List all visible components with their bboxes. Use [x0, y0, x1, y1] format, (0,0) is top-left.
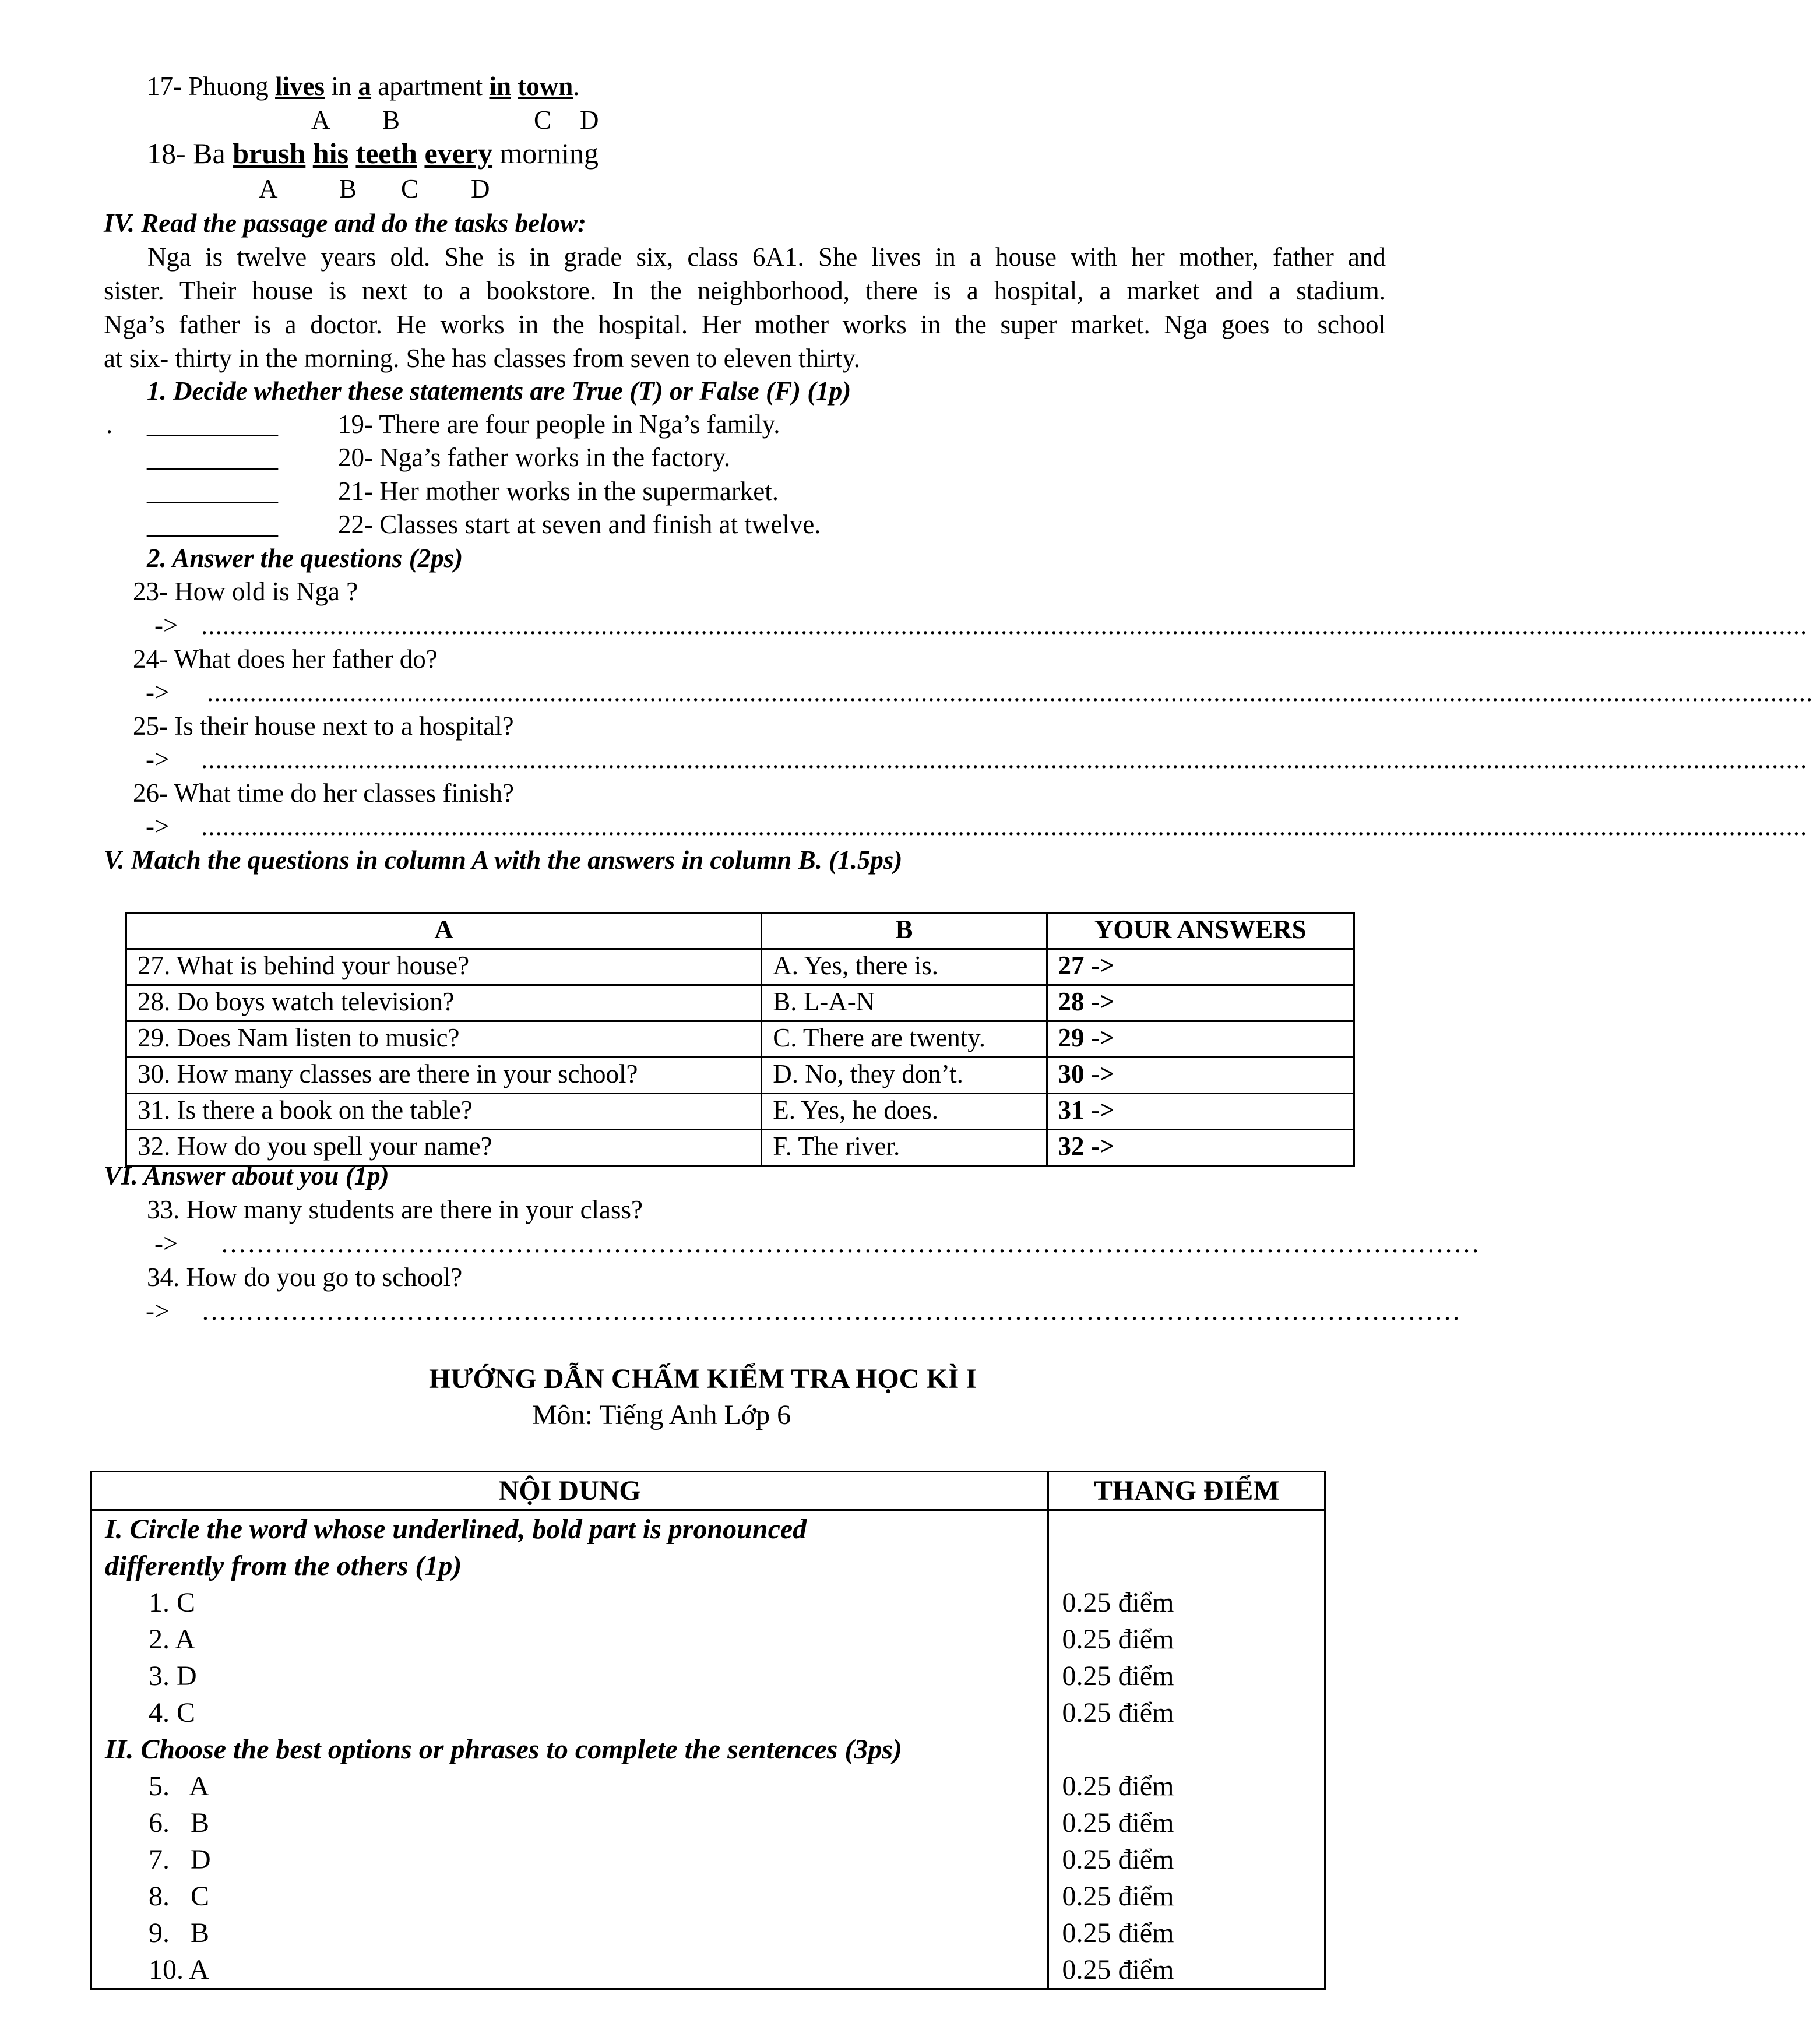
grading-content-cell [91, 1510, 1048, 1989]
question-25: 25- Is their house next to a hospital? [133, 711, 514, 741]
grading-table-header [91, 1472, 1325, 1510]
q18-option-letter-b: B [339, 174, 357, 203]
answer-25-line[interactable]: ................................................................................................................................................................................................................................. [201, 745, 1808, 774]
question-cell: 32. How do you spell your name? [126, 1130, 762, 1166]
answer-26-arrow: -> [146, 812, 170, 841]
question-cell: 28. Do boys watch television? [126, 985, 762, 1021]
section-5-title: V. Match the questions in column A with the answers in column B. (1.5ps) [104, 845, 903, 875]
grading-table [90, 1471, 1326, 1990]
part-2-title: II. Choose the best options or phrases to complete the sentences (3ps) [105, 1734, 903, 1765]
score-8: 0.25 điểm [1062, 1881, 1174, 1912]
q17-option-letter-c: C [534, 105, 552, 135]
section-6-title: VI. Answer about you (1p) [104, 1161, 389, 1190]
passage-line-1: Nga is twelve years old. She is in grade six, class 6A1. She lives in a house with her mother, father and [147, 242, 1386, 272]
score-5: 0.25 điểm [1062, 1771, 1174, 1802]
answer-option-cell: B. L-A-N [762, 985, 1047, 1021]
grading-score-cell [1048, 1510, 1325, 1989]
answer-key-10: 10. A [149, 1954, 210, 1985]
question-33: 33. How many students are there in your class? [147, 1195, 643, 1224]
answer-34-arrow: -> [146, 1296, 170, 1326]
your-answer-cell[interactable]: 30 -> [1047, 1058, 1354, 1094]
score-6: 0.25 điểm [1062, 1807, 1174, 1838]
your-answer-cell[interactable]: 27 -> [1047, 949, 1354, 985]
answer-option-cell: D. No, they don’t. [762, 1058, 1047, 1094]
answer-33-arrow: -> [154, 1229, 178, 1258]
q17-option-letter-d: D [580, 105, 599, 135]
answer-24-arrow: -> [146, 678, 170, 707]
q18-option-letter-a: A [259, 174, 278, 203]
matching-table [125, 912, 1355, 1167]
answer-key-8: 8. C [149, 1881, 210, 1912]
passage-line-3: Nga’s father is a doctor. He works in the hospital. Her mother works in the super market. Nga goes to school [104, 310, 1386, 339]
table-row [126, 1058, 1354, 1094]
score-9: 0.25 điểm [1062, 1918, 1174, 1948]
answer-key-1: 1. C [149, 1587, 196, 1618]
statement-20-blank[interactable]: __________ [147, 443, 278, 472]
guide-subtitle: Môn: Tiếng Anh Lớp 6 [532, 1400, 791, 1430]
q17-option-letter-a: A [311, 105, 330, 135]
answer-25-arrow: -> [146, 745, 170, 774]
score-4: 0.25 điểm [1062, 1697, 1174, 1728]
statement-20: 20- Nga’s father works in the factory. [338, 443, 731, 472]
answer-23-arrow: -> [154, 611, 178, 640]
statement-21: 21- Her mother works in the supermarket. [338, 477, 779, 506]
content-header: NỘI DUNG [91, 1472, 1048, 1510]
task-2-title: 2. Answer the questions (2ps) [147, 544, 463, 573]
task-1-title: 1. Decide whether these statements are True (T) or False (F) (1p) [147, 376, 851, 406]
table-row [126, 1094, 1354, 1130]
score-3: 0.25 điểm [1062, 1661, 1174, 1691]
statement-21-blank[interactable]: __________ [147, 477, 278, 506]
question-34: 34. How do you go to school? [147, 1263, 463, 1292]
answer-key-9: 9. B [149, 1918, 210, 1948]
stray-dot: . [106, 410, 113, 439]
section-4-title: IV. Read the passage and do the tasks below: [104, 209, 586, 238]
statement-22-blank[interactable]: __________ [147, 510, 278, 539]
part-1-title-cont: differently from the others (1p) [105, 1550, 462, 1581]
question-26: 26- What time do her classes finish? [133, 778, 514, 808]
matching-table-header [126, 913, 1354, 949]
answer-key-3: 3. D [149, 1661, 197, 1691]
answer-key-5: 5. A [149, 1771, 210, 1802]
score-2: 0.25 điểm [1062, 1624, 1174, 1655]
table-row [126, 949, 1354, 985]
question-cell: 27. What is behind your house? [126, 949, 762, 985]
q18-option-letter-c: C [401, 174, 419, 203]
answer-33-line[interactable]: …………………………………………………………………………………………………………………………… [220, 1229, 1480, 1258]
grading-table-body [91, 1510, 1325, 1989]
part-1-title: I. Circle the word whose underlined, bold part is pronounced [105, 1514, 807, 1545]
your-answer-cell[interactable]: 31 -> [1047, 1094, 1354, 1130]
your-answer-cell[interactable]: 29 -> [1047, 1021, 1354, 1058]
table-row [126, 985, 1354, 1021]
table-row [126, 1021, 1354, 1058]
question-17: 17- Phuong lives in a apartment in town. [147, 72, 580, 101]
q18-option-c-word: teeth [355, 137, 417, 170]
q18-option-b-word: his [312, 137, 348, 170]
question-18: 18- Ba brush his teeth every morning [147, 137, 599, 170]
q18-option-d-word: every [424, 137, 493, 170]
passage-line-2: sister. Their house is next to a bookstore. In the neighborhood, there is a hospital, a market and a stadium. [104, 276, 1386, 305]
your-answer-cell[interactable]: 28 -> [1047, 985, 1354, 1021]
column-b-header: B [762, 913, 1047, 949]
question-cell: 29. Does Nam listen to music? [126, 1021, 762, 1058]
your-answer-cell[interactable]: 32 -> [1047, 1130, 1354, 1166]
answer-34-line[interactable]: …………………………………………………………………………………………………………………………… [201, 1296, 1461, 1326]
statement-19-blank[interactable]: __________ [147, 410, 278, 439]
column-a-header: A [126, 913, 762, 949]
answer-24-line[interactable]: ................................................................................................................................................................................................................................. [207, 678, 1813, 707]
statement-22: 22- Classes start at seven and finish at twelve. [338, 510, 821, 539]
answer-option-cell: C. There are twenty. [762, 1021, 1047, 1058]
question-23: 23- How old is Nga ? [133, 577, 358, 606]
score-1: 0.25 điểm [1062, 1587, 1174, 1618]
statement-19: 19- There are four people in Nga’s family. [338, 410, 780, 439]
answer-key-4: 4. C [149, 1697, 196, 1728]
answer-key-7: 7. D [149, 1844, 211, 1875]
answer-option-cell: F. The river. [762, 1130, 1047, 1166]
score-10: 0.25 điểm [1062, 1954, 1174, 1985]
passage-line-4: at six- thirty in the morning. She has classes from seven to eleven thirty. [104, 344, 861, 373]
score-7: 0.25 điểm [1062, 1844, 1174, 1875]
answer-23-line[interactable]: ................................................................................................................................................................................................................................. [201, 611, 1808, 640]
q18-option-a-word: brush [233, 137, 306, 170]
your-answers-header: YOUR ANSWERS [1047, 913, 1354, 949]
question-cell: 31. Is there a book on the table? [126, 1094, 762, 1130]
q17-option-d-word: town [518, 72, 573, 101]
answer-option-cell: A. Yes, there is. [762, 949, 1047, 985]
q17-option-a-word: lives [275, 72, 325, 101]
question-24: 24- What does her father do? [133, 644, 438, 674]
question-cell: 30. How many classes are there in your school? [126, 1058, 762, 1094]
q17-option-letter-b: B [382, 105, 400, 135]
answer-option-cell: E. Yes, he does. [762, 1094, 1047, 1130]
answer-key-2: 2. A [149, 1624, 196, 1655]
answer-26-line[interactable]: ................................................................................................................................................................................................................................. [201, 812, 1808, 841]
q17-option-c-word: in [489, 72, 511, 101]
score-header: THANG ĐIỂM [1048, 1472, 1325, 1510]
reading-passage [104, 240, 1386, 375]
answer-key-6: 6. B [149, 1807, 210, 1838]
guide-title: HƯỚNG DẪN CHẤM KIỂM TRA HỌC KÌ I [429, 1363, 977, 1394]
q17-option-b-word: a [358, 72, 372, 101]
q18-option-letter-d: D [471, 174, 490, 203]
